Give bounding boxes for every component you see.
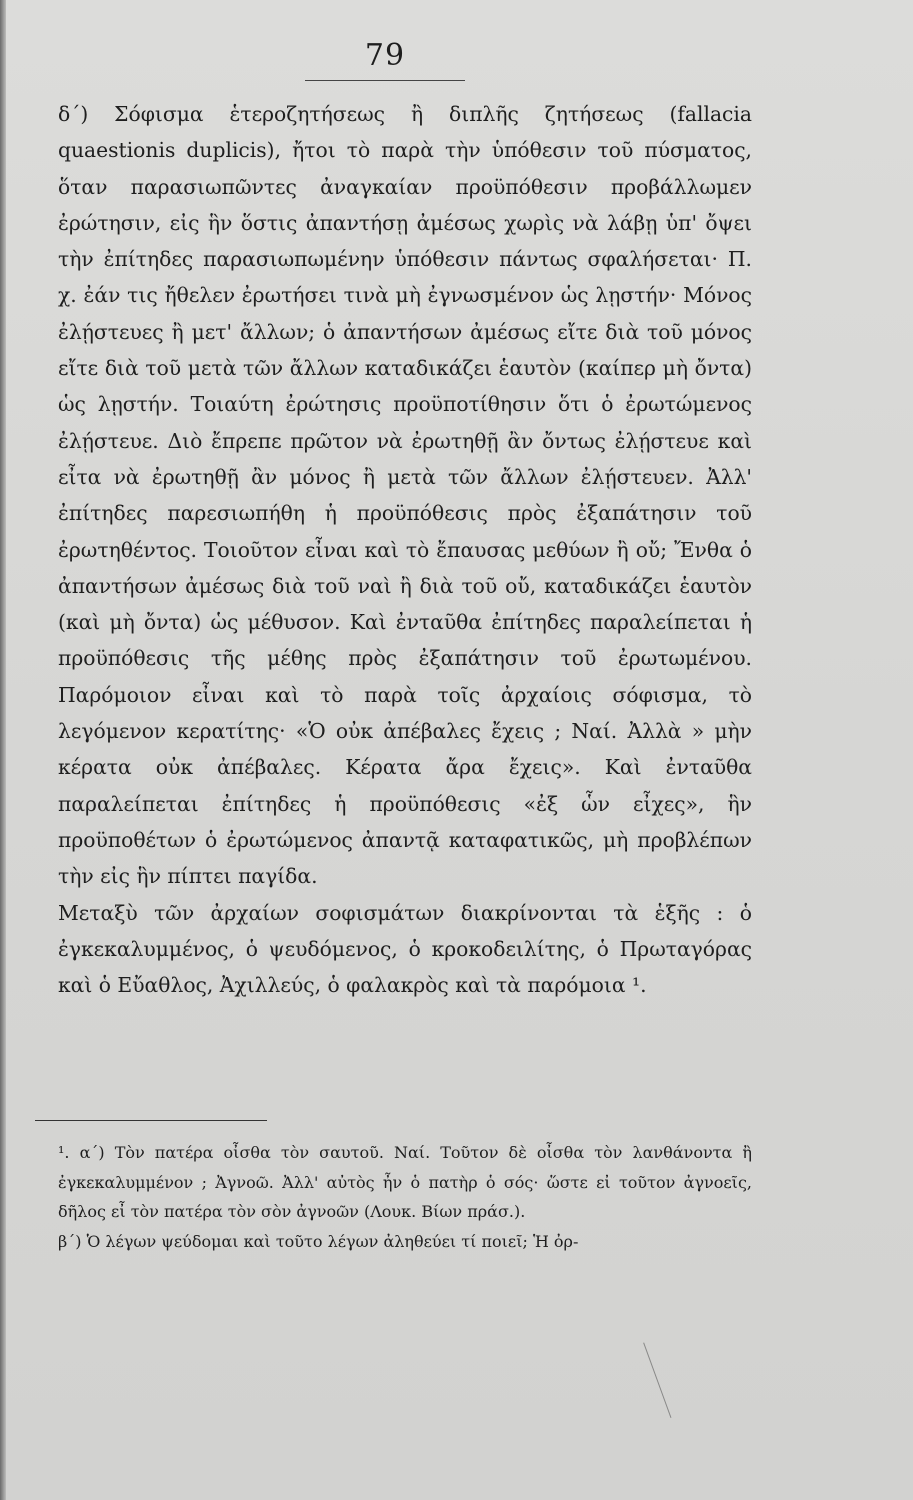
footnote-separator	[35, 1120, 267, 1121]
pencil-mark	[643, 1322, 728, 1418]
main-text	[58, 96, 752, 1003]
footnotes	[58, 1138, 752, 1256]
page-binding-edge	[0, 0, 6, 1500]
paragraph-sophism-double-question: δ΄) Σόφισμα ἑτεροζητήσεως ἢ διπλῆς ζητήσεως (fallacia quaestionis duplicis), ἤτοι τὸ παρὰ τὴν ὑπόθεσιν τοῦ πύσματος, ὅταν παρασιωπῶντες ἀναγκαίαν προϋπόθεσιν προβάλλωμεν ἐρώτησιν, εἰς ἣν ὅστις ἀπαντήσῃ ἀμέσως χωρὶς νὰ λάβῃ ὑπ' ὄψει τὴν ἐπίτηδες παρασιωπωμένην ὑπόθεσιν πάντως σφαλήσεται· Π. χ. ἐάν τις ἤθελεν ἐρωτήσει τινὰ μὴ ἐγνωσμένον ὡς λῃστήν· Μόνος ἐλῄστευες ἢ μετ' ἄλλων; ὁ ἀπαντήσων ἀμέσως εἴτε διὰ τοῦ μόνος εἴτε διὰ τοῦ μετὰ τῶν ἄλλων καταδικάζει ἑαυτὸν (καίπερ μὴ ὄντα) ὡς λῃστήν. Τοιαύτη ἐρώτησις προϋποτίθησιν ὅτι ὁ ἐρωτώμενος ἐλῄστευε. Διὸ ἔπρεπε πρῶτον νὰ ἐρωτηθῇ ἂν ὄντως ἐλῄστευε καὶ εἶτα νὰ ἐρωτηθῇ ἂν μόνος ἢ μετὰ τῶν ἄλλων ἐλῄστευεν. Ἀλλ' ἐπίτηδες παρεσιωπήθη ἡ προϋπόθεσις πρὸς ἐξαπάτησιν τοῦ ἐρωτηθέντος. Τοιοῦτον εἶναι καὶ τὸ ἔπαυσας μεθύων ἢ οὔ; Ἔνθα ὁ ἀπαντήσων ἀμέσως διὰ τοῦ ναὶ ἢ διὰ τοῦ οὔ, καταδικάζει ἑαυτὸν (καὶ μὴ ὄντα) ὡς μέθυσον. Καὶ ἐνταῦθα ἐπίτηδες παραλείπεται ἡ προϋπόθεσις τῆς μέθης πρὸς ἐξαπάτησιν τοῦ ἐρωτωμένου. Παρόμοιον εἶναι καὶ τὸ παρὰ τοῖς ἀρχαίοις σόφισμα, τὸ λεγόμενον κερατίτης· «Ὁ οὐκ ἀπέβαλες ἔχεις ; Ναί. Ἀλλὰ » μὴν κέρατα οὐκ ἀπέβαλες. Κέρατα ἄρα ἔχεις». Καὶ ἐνταῦθα παραλείπεται ἐπίτηδες ἡ προϋπόθεσις «ἐξ ὧν εἶχες», ἣν προϋποθέτων ὁ ἐρωτώμενος ἀπαντᾷ καταφατικῶς, μὴ προβλέπων τὴν εἰς ἣν πίπτει παγίδα.	[58, 102, 752, 889]
footnote-b: β΄) Ὁ λέγων ψεύδομαι καὶ τοῦτο λέγων ἀληθεύει τί ποιεῖ; Ἡ ὀρ-	[58, 1231, 579, 1251]
page-number-rule	[305, 80, 465, 81]
footnote-a: ¹. α΄) Τὸν πατέρα οἶσθα τὸν σαυτοῦ. Ναί. Τοῦτον δὲ οἶσθα τὸν λανθάνοντα ἢ ἐγκεκαλυμμένον ; Ἀγνοῶ. Ἀλλ' αὐτὸς ἦν ὁ πατὴρ ὁ σός· ὥστε εἰ τοῦτον ἀγνοεῖς, δῆλος εἶ τὸν πατέρα τὸν σὸν ἀγνοῶν (Λουκ. Βίων πράσ.).	[58, 1143, 752, 1221]
paragraph-ancient-sophisms: Μεταξὺ τῶν ἀρχαίων σοφισμάτων διακρίνονται τὰ ἑξῆς : ὁ ἐγκεκαλυμμένος, ὁ ψευδόμενος, ὁ κροκοδειλίτης, ὁ Πρωταγόρας καὶ ὁ Εὔαθλος, Ἀχιλλεύς, ὁ φαλακρὸς καὶ τὰ παρόμοια ¹.	[58, 900, 752, 998]
page-number: 79	[364, 38, 406, 73]
